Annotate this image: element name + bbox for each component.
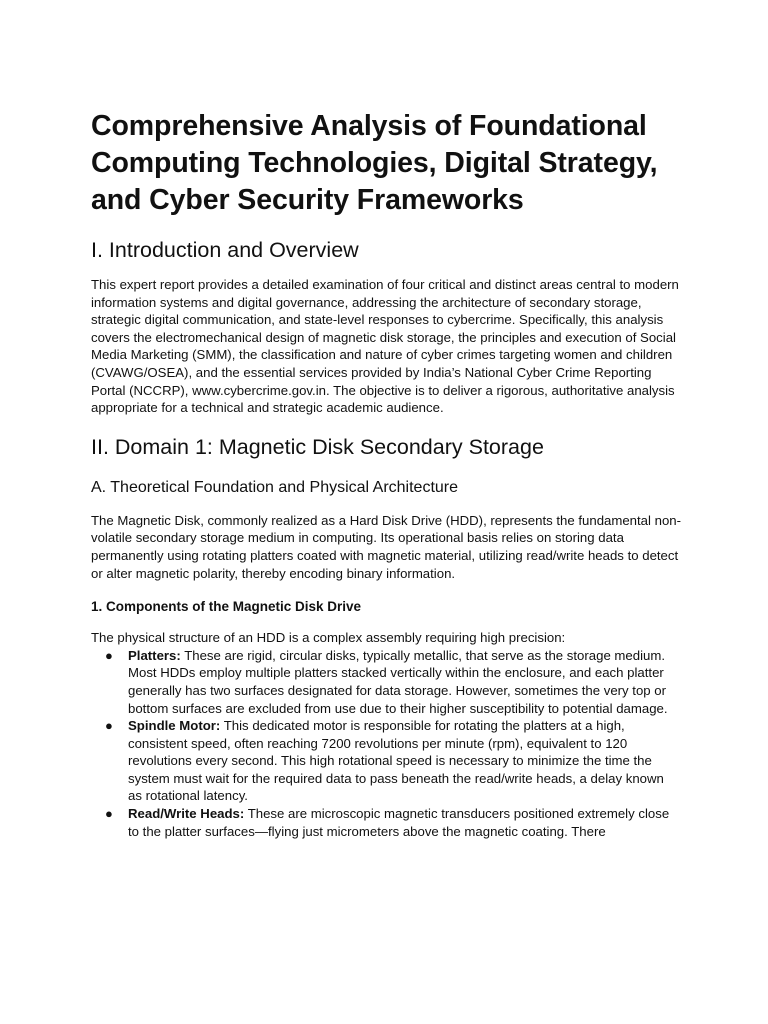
document-title: Comprehensive Analysis of Foundational Computing Technologies, Digital Strategy, and Cyber Security Frameworks (91, 110, 658, 216)
list-item-spindle-motor (91, 717, 681, 805)
term-platters: Platters: (128, 647, 181, 663)
document-page (91, 108, 681, 840)
components-intro: The physical structure of an HDD is a complex assembly requiring high precision: (91, 630, 566, 646)
description-read-write-heads: These are microscopic magnetic transducers positioned extremely close to the platter surfaces—flying just micrometers above the magnetic coating. There (128, 806, 670, 839)
section-heading-introduction: I. Introduction and Overview (91, 238, 359, 262)
components-heading: 1. Components of the Magnetic Disk Drive (91, 599, 362, 615)
components-list (91, 647, 681, 841)
term-read-write-heads: Read/Write Heads: (128, 806, 245, 822)
bullet-icon: ● (105, 718, 113, 734)
subsection-heading-theoretical-foundation: A. Theoretical Foundation and Physical Architecture (91, 478, 459, 496)
description-spindle-motor: This dedicated motor is responsible for rotating the platters at a high, consistent speed, often reaching 7200 revolutions per minute (rpm), equivalent to 120 revolutions every second. This high rotational speed is necessary to minimize the time the system must wait for the required data to pass beneath the read/write heads, a delay known as rotational latency. (128, 718, 664, 804)
term-spindle-motor: Spindle Motor: (128, 718, 221, 734)
bullet-icon: ● (105, 806, 113, 822)
description-platters: These are rigid, circular disks, typically metallic, that serve as the storage medium. Most HDDs employ multiple platters stacked vertically within the enclosure, and each platter generally has two surfaces designated for data storage. However, sometimes the very top or bottom surfaces are excluded from use due to their higher susceptibility to potential damage. (128, 647, 668, 716)
list-item-platters (91, 647, 681, 717)
theoretical-foundation-paragraph: The Magnetic Disk, commonly realized as a Hard Disk Drive (HDD), represents the fundamental non-volatile secondary storage medium in computing. Its operational basis relies on storing data permanently using rotating platters coated with magnetic material, utilizing read/write heads to detect or alter magnetic polarity, thereby encoding binary information. (91, 512, 681, 581)
section-heading-magnetic-disk: II. Domain 1: Magnetic Disk Secondary Storage (91, 434, 544, 459)
list-item-read-write-heads (91, 805, 681, 840)
introduction-paragraph: This expert report provides a detailed examination of four critical and distinct areas central to modern information systems and digital governance, addressing the architecture of secondary storage, strategic digital communication, and state-level responses to cybercrime. Specifically, this analysis covers the electromechanical design of magnetic disk storage, the principles and execution of Social Media Marketing (SMM), the classification and nature of cyber crimes targeting women and children (CVAWG/OSEA), and the essential services provided by India’s National Cyber Crime Reporting Portal (NCCRP), www.cybercrime.gov.in. The objective is to deliver a rigorous, authoritative analysis appropriate for a technical and strategic academic audience. (91, 277, 679, 416)
bullet-icon: ● (105, 647, 113, 663)
